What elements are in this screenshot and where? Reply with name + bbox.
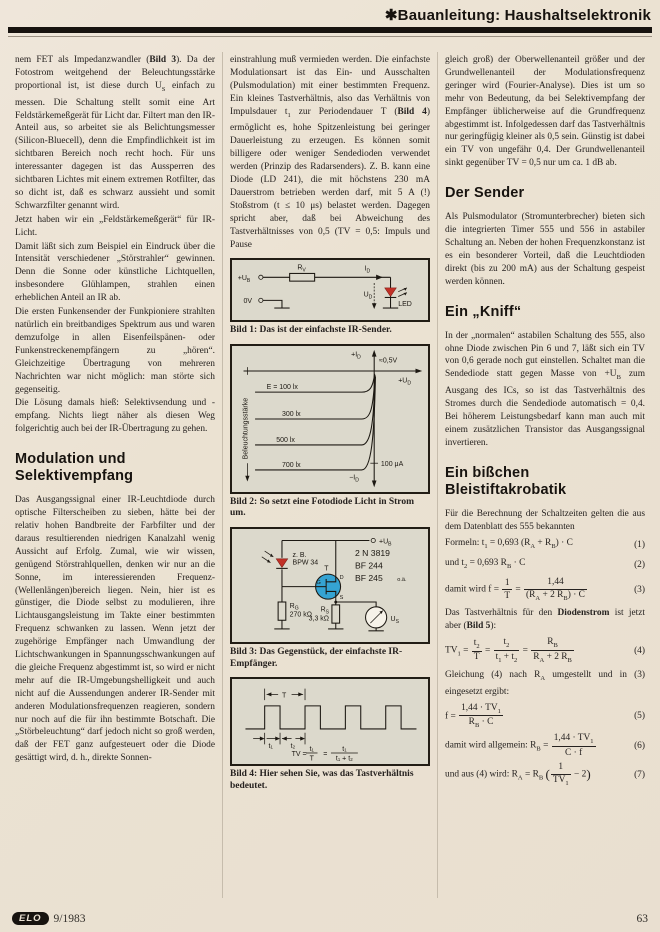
svg-text:E = 100 lx: E = 100 lx xyxy=(266,383,298,391)
figure-bild4-tastverhaeltnis xyxy=(230,677,430,766)
formula-7: und aus (4) wird: $R_A = R_B$ ( $\frac{1}{TV_1}$ − 2) (7) xyxy=(445,762,645,788)
figure-bild2-fotodiode-kennlinie xyxy=(230,344,430,494)
header-rule-thick xyxy=(8,27,652,33)
issue-number: 9/1983 xyxy=(53,912,86,925)
elo-logo: ELO xyxy=(12,912,49,925)
svg-text:T: T xyxy=(281,692,287,700)
svg-text:S: S xyxy=(339,594,344,601)
svg-text:t₂: t₂ xyxy=(290,743,296,751)
svg-text:+UB: $+U_B$ xyxy=(237,275,251,285)
paragraph-modulation: Das Ausgangssignal einer IR-Leuchtdiode durch optische Filterscheiben zu sieben, hätte bei der relativ hohen Bandbreite der Farbfilter und der daraus resultierenden niedrigen Kanalzahl wenig Aussicht auf Erfolg. Zumal, wie wir wissen, genügend Störstrahlquellen, denken wir nur an die Sonne, im interessierenden Frequenz-(Wellenlängen)bereich liegen. Nein, hier ist es günstiger, die Diode selbst zu modulieren, ihre Lichtausgangsleistung im Takte einer bestimmten Frequenz schwanken zu lassen. Wenn jetzt der zugehörige Empfänger nach Umwandlung der Lichtschwankungen in Spannungsschwankungen auf die gleiche Frequenz abgestimmt ist, so wird er nicht mehr auf die IR-Umgebungshelligkeit und auch nicht auf die Aussendungen anderer IR-Sender mit anderen Modulationsfrequenzen reagieren, sondern nur noch auf die für ihn bestimmte Botschaft. Die „Störbeleuchtung“ darf jedoch nicht so groß werden, daß der FET ganz aufgesteuert oder die Diode gesättigt wird, d. h., direkte Sonnen- xyxy=(15,495,215,764)
svg-text:t₁: t₁ xyxy=(268,743,273,751)
svg-text:0V: 0V xyxy=(243,298,253,306)
svg-text:RG: $R_G$ xyxy=(289,602,299,612)
paragraph-gleichung-umstellung: Gleichung (4) nach $R_A$ umgestellt und in (3) eingesetzt ergibt: xyxy=(445,669,646,697)
footer-issue-info xyxy=(12,912,85,925)
svg-text:≈0,5V: ≈0,5V xyxy=(378,356,398,364)
svg-text:100 μA: 100 μA xyxy=(380,460,404,468)
svg-text:+UD: $+U_D$ xyxy=(398,377,412,387)
formula-1: Formeln: $t_1 = 0,693$ $(R_A + R_B) \cdot C$ (1) xyxy=(445,538,645,551)
circuit-ir-receiver-diagram xyxy=(232,529,428,642)
paragraph-kniff: In der „normalen“ astabilen Schaltung des 555, also ohne Diode zwischen Pin 6 und 7, läßt sich ein TV von 0,6 gerade noch gut einstellen. Schaltet man die Sendediode statt gegen Masse von $+U_B$ zum Ausgang des ICs, so ist das Tastverhältnis des Stromes durch die Sendediode automatisch = 0,4. Bei höherem Leistungsbedarf kann man auch mit einem zusätzlichen Transistor das Ausgangssignal invertieren. xyxy=(445,330,645,448)
paragraph-pulsmodulation: einstrahlung muß vermieden werden. Die einfachste Modulationsart ist das Ein- und Ausschalten (Pulsmodulation) mit einer bestimmten Frequenz. Ein kleines Tastverhältnis, also das Verhältnis von Impulsdauer $t_1$ zur Periodendauer T (Bild 4) ermöglicht es, hohe Spitzenleistung bei geringer Dauerleistung zu erzeugen. Es können somit billigere oder weniger Sendedioden verwendet werden (Prinzip des Radarsenders). Z. B. kann eine Diode (LD 241), die mit höchstens 230 mA Dauerstrom betrieben werden darf, mit 5 A (!) Stoßstrom (t ≤ 10 μs) belastet werden. Dagegen spricht aber, daß bei Abweichung des Tastverhältnisses von 0,5 (TV = 0,5: Impuls und Pause xyxy=(230,55,430,250)
svg-text:RS: $R_S$ xyxy=(320,606,330,616)
column-2 xyxy=(222,52,437,898)
paragraph-pulsmodulator: Als Pulsmodulator (Stromunterbrecher) bieten sich die integrierten Timer 555 und 556 in astabiler Schaltung an. Neben der hohen Frequenzkonstanz ist es ein besonderer Vorteil, daß die Leuchtdioden direkt (bis zu 200 mA) aus der Schaltung gespeist werden können. xyxy=(445,212,645,287)
svg-text:D: D xyxy=(339,574,344,581)
formula-5: f = $\frac{1,44 \cdot TV_1}{R_B \cdot C}$ (5) xyxy=(445,702,645,729)
svg-text:270 kΩ: 270 kΩ xyxy=(289,611,313,619)
svg-text:3,3 kΩ: 3,3 kΩ xyxy=(308,615,330,623)
svg-text:t₁ + t₂: t₁ + t₂ xyxy=(335,756,353,764)
circuit-ir-sender-diagram xyxy=(232,260,428,320)
figure-bild1-ir-sender xyxy=(230,258,430,322)
svg-text:UD: $U_D$ xyxy=(363,291,373,301)
paragraph-oberwellen: gleich groß) der Oberwellenanteil größer und der Grundwellenanteil der Modulationsfrequenz geringer wird (Fourier-Analyse). Dies ist um so mehr von Bedeutung, da bei Selektivempfang der Empfänger üblicherweise auf die Grundfrequenz abgestimmt ist. Infolgedessen darf das Tastverhältnis nur geringfügig kleiner als 0,5 sein. Günstig ist dabei ein TV von ungefähr 0,4. Der Grundwellenanteil sinkt gegenüber TV = 0,5 nur um ca. 1 dB ab. xyxy=(445,55,645,169)
current-arrow xyxy=(376,275,383,280)
column-3 xyxy=(437,52,652,898)
svg-text:T: T xyxy=(324,565,329,573)
svg-text:500 lx: 500 lx xyxy=(276,436,295,444)
duty-cycle-waveform-diagram xyxy=(232,679,428,764)
column-1 xyxy=(8,52,222,898)
paragraph-funkensender: Die ersten Funkensender der Funkpioniere strahlten natürlich ein breitbandiges Spektrum aus und waren demzufolge in allen Eisenfeilspänen- oder Funkenstreckenempfängern zu „hören“. Gleichzeitige Übertragung von mehreren Nachrichten war nicht möglich: man störte sich gegenseitig. xyxy=(15,307,215,395)
svg-text:LED: LED xyxy=(398,301,412,309)
article-columns xyxy=(8,52,652,898)
svg-text:RV: $R_V$ xyxy=(297,265,306,274)
svg-text:700 lx: 700 lx xyxy=(281,461,301,469)
figure-caption-bild4: Bild 4: Hier sehen Sie, was das Tastverhältnis bedeutet. xyxy=(230,768,414,791)
svg-text:o.ä.: o.ä. xyxy=(397,576,407,583)
svg-text:2 N 3819: 2 N 3819 xyxy=(354,547,390,558)
figure-caption-bild2: Bild 2: So setzt eine Fotodiode Licht in Strom um. xyxy=(230,496,415,519)
paragraph-berechnung: Für die Berechnung der Schaltzeiten gelten die aus dem Datenblatt des 555 bekannten xyxy=(445,508,645,532)
photodiode-curves-chart xyxy=(232,346,428,492)
paragraph-loesung: Die Lösung damals hieß: Selektivsendung und -empfang. Nichts liegt näher als diesen Weg folgerichtig auch bei der IR-Übertragung zu gehen. xyxy=(15,398,215,435)
svg-text:−ID: $-I_D$ xyxy=(349,474,359,484)
formula-3: damit wird f = $\frac{1}{T}$ = $\frac{1,44}{(R_A + 2 R_B) \cdot C}$ (3) xyxy=(445,577,645,602)
figure-bild3-ir-empfaenger xyxy=(230,527,430,644)
figure-caption-bild1: Bild 1: Das ist der einfachste IR-Sender. xyxy=(230,325,392,336)
svg-text:BF 244: BF 244 xyxy=(354,560,383,571)
heading-ein-kniff: Ein „Kniff“ xyxy=(445,303,522,320)
paragraph-fet-impedance: nem FET als Impedanzwandler (Bild 3). Da der Fotostrom weitgehend der Beleuchtungsstärke proportional ist, ist diese durch $U_S$ einfach zu messen. Die Schaltung stellt somit eine Art Feldstärkemeßgerät für Licht dar. Filtert man den IR-Anteil aus, so arbeitet sie als Belichtungsmesser (Silicon-Bluecell), denn die Empfindlichkeit ist im sichtbaren Bereich noch recht hoch. Für uns interessanter dagegen ist das Aussperren des sichtbaren Lichtes mit einem extremen Rotfilter, das so dicht ist, daß es schwarz aussieht und somit Schwarzfilter genannt wird. xyxy=(15,55,215,211)
paragraph-feldstaerke: Jetzt haben wir ein „Feldstärkemeßgerät“ für IR-Licht. xyxy=(15,214,215,238)
formula-6: damit wird allgemein: $R_B$ = $\frac{1,44 \cdot TV_1}{C \cdot f}$ (6) xyxy=(445,733,645,758)
page-footer xyxy=(12,912,648,925)
svg-text:+UB: $+U_B$ xyxy=(378,538,392,548)
heading-modulation-selektivempfang: Modulation und Selektivempfang xyxy=(15,451,134,485)
page-number: 63 xyxy=(636,912,648,925)
svg-text:BF 245: BF 245 xyxy=(354,572,383,583)
led-symbol xyxy=(385,288,397,297)
y-axis-label: Beleuchtungsstärke xyxy=(242,397,250,459)
svg-text:t₁: t₁ xyxy=(342,746,347,754)
svg-text:=: = xyxy=(323,751,328,759)
photodiode-symbol xyxy=(276,559,288,568)
svg-text:G: G xyxy=(316,579,321,586)
svg-text:+ID: $+I_D$ xyxy=(351,351,361,361)
svg-text:t₁: t₁ xyxy=(309,746,314,754)
page-header xyxy=(8,6,652,37)
heading-bleistiftakrobatik: Ein bißchen Bleistiftakrobatik xyxy=(445,464,567,498)
svg-text:z. B.: z. B. xyxy=(292,551,307,559)
svg-text:300 lx: 300 lx xyxy=(281,410,301,418)
formula-2: und $t_2 = 0,693$ $R_B \cdot C$ (2) xyxy=(445,558,645,571)
svg-text:BPW 34: BPW 34 xyxy=(292,559,319,567)
paragraph-tastverhaeltnis-diodenstrom: Das Tastverhältnis für den Diodenstrom ist jetzt aber (Bild 5): xyxy=(445,608,645,632)
svg-text:T: T xyxy=(309,756,314,764)
figure-caption-bild3: Bild 3: Das Gegenstück, der einfachste IR-Empfänger. xyxy=(230,647,403,669)
header-rule-thin xyxy=(8,36,652,37)
svg-text:TV =: TV = xyxy=(291,751,307,759)
svg-text:ID: $I_D$ xyxy=(364,266,371,275)
svg-text:US: $U_S$ xyxy=(390,616,399,625)
formula-4: $TV_1$ = $\frac{t_2}{T}$ = $\frac{t_2}{t_1 + t_2}$ = $\frac{R_B}{R_A + 2 R_B}$ (4) xyxy=(445,637,645,664)
rubric-title: ✱Bauanleitung: Haushaltselektronik xyxy=(384,7,651,24)
heading-der-sender: Der Sender xyxy=(445,185,525,202)
paragraph-stoerstrahler: Damit läßt sich zum Beispiel ein Eindruck über die Intensität verschiedener „Störstrahler“ gewinnen. Denn die Sonne oder künstliche Lichtquellen, insbesondere Glühlampen, strahlen einen erheblichen Anteil an IR ab. xyxy=(15,241,215,304)
